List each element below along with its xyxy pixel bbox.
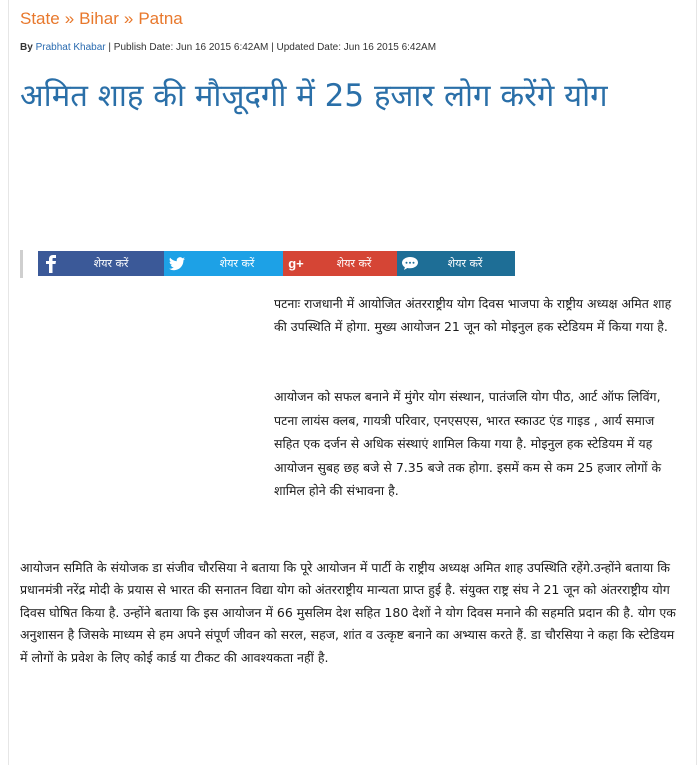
breadcrumb-separator: »: [64, 9, 75, 28]
facebook-share-button[interactable]: [38, 251, 166, 276]
comment-share-button[interactable]: [397, 251, 515, 276]
article-paragraph-1: पटनाः राजधानी में आयोजित अंतरराष्ट्रीय योग दिवस भाजपा के राष्ट्रीय अध्यक्ष अमित शाह की उपस्थिति में होगा. मुख्य आयोजन 21 जून को मोइनुल हक स्टेडियम में किया गया है.: [274, 296, 672, 334]
byline-author-link[interactable]: Prabhat Khabar: [35, 42, 106, 53]
comment-icon: [397, 251, 423, 276]
breadcrumb-bihar-link[interactable]: Bihar: [79, 9, 119, 28]
byline-updated-date: | Updated Date: Jun 16 2015 6:42AM: [271, 42, 437, 53]
byline-publish-date: | Publish Date: Jun 16 2015 6:42AM: [108, 42, 269, 53]
facebook-share-label: शेयर करें: [93, 257, 129, 270]
share-bar: [20, 250, 692, 278]
share-bar-rule: [20, 250, 23, 278]
article-paragraph-2: आयोजन को सफल बनाने में मुंगेर योग संस्थान, पातंजलि योग पीठ, आर्ट ऑफ लिविंग, पटना लायंस क्लब, गायत्री परिवार, एनएसएस, भारत स्काउट एंड गाइड , आर्य समाज सहित एक दर्जन से अधिक संस्थाएं शामिल किया गया है. मोइनुल हक स्टेडियम में यह आयोजन सुबह छह बजे से 7.35 बजे तक होगा. इसमें कम से कम 25 हजार लोगों के शामिल होने की संभावना है.: [274, 389, 662, 498]
breadcrumb-patna-link[interactable]: Patna: [138, 9, 183, 28]
article-headline: अमित शाह की मौजूदगी में 25 हजार लोग करेंगे योग: [20, 78, 608, 114]
google-plus-share-label: शेयर करें: [336, 257, 372, 270]
breadcrumb-separator: »: [123, 9, 134, 28]
page-frame-left-border: [8, 0, 9, 765]
twitter-icon: [164, 251, 190, 276]
page-frame-right-border: [696, 0, 697, 765]
google-plus-icon: g+: [288, 256, 304, 271]
breadcrumb-state-link[interactable]: State: [20, 9, 60, 28]
twitter-share-label: शेयर करें: [219, 257, 255, 270]
article-byline: [20, 42, 436, 53]
facebook-icon: [38, 251, 64, 276]
breadcrumb: [20, 9, 183, 31]
comment-share-label: शेयर करें: [447, 257, 483, 270]
byline-by-label: By: [20, 42, 33, 53]
twitter-share-button[interactable]: [164, 251, 292, 276]
article-paragraph-3: आयोजन समिति के संयोजक डा संजीव चौरसिया ने बताया कि पूरे आयोजन में पार्टी के राष्ट्रीय अध्यक्ष अमित शाह उपस्थिति रहेंगे.उन्होंने बताया कि प्रधानमंत्री नरेंद्र मोदी के प्रयास से भारत की सनातन विद्या योग को अंतरराष्ट्रीय मान्यता प्राप्त हुई है. संयुक्त राष्ट्र संघ ने 21 जून को अंतरराष्ट्रीय योग दिवस घोषित किया है. उन्होंने बताया कि इस आयोजन में 66 मुसलिम देश सहित 180 देशों ने योग दिवस मनाने की सहमति प्रदान की है. योग एक अनुशासन है जिसके माध्यम से हम अपने संपूर्ण जीवन को सरल, सहज, शांत व उत्कृष्ट बनाने का अभ्यास करते हैं. डा चौरसिया ने कहा कि स्टेडियम में लोगों के प्रवेश के लिए कोई कार्ड या टीकट की आवश्यकता नहीं है.: [20, 560, 676, 665]
google-plus-share-button[interactable]: [283, 251, 407, 276]
